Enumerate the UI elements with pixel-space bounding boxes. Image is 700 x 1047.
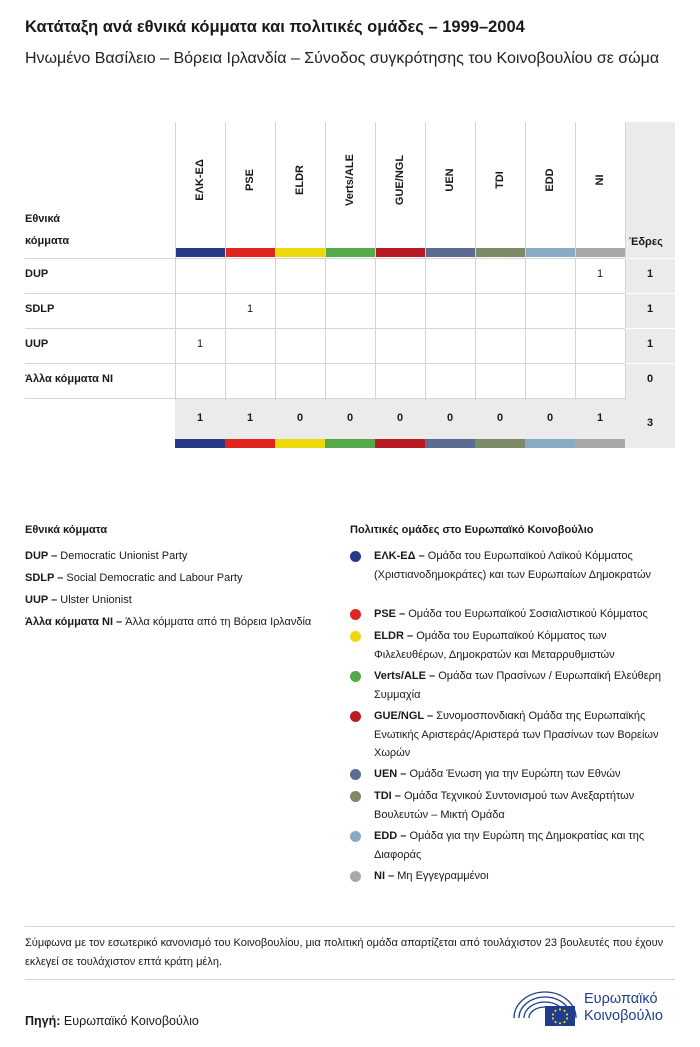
group-color-strip bbox=[475, 439, 525, 448]
logo-text bbox=[584, 991, 663, 1025]
row-header-line1: Εθνικά bbox=[25, 213, 60, 225]
grid-vline bbox=[525, 122, 526, 400]
divider bbox=[25, 979, 675, 980]
legend-abbr: TDI – bbox=[374, 790, 401, 802]
column-total: 1 bbox=[596, 412, 604, 424]
legend-abbr: UEN – bbox=[374, 768, 407, 780]
legend-name: Ομάδα του Ευρωπαϊκού Κόμματος των Φιλελευθέρων, Δημοκρατών και Μεταρρυθμιστών bbox=[374, 630, 615, 661]
table-row-label: UUP bbox=[25, 338, 49, 350]
legend-abbr: EDD – bbox=[374, 830, 407, 842]
column-total: 0 bbox=[546, 412, 554, 424]
seats-column-bg bbox=[625, 122, 675, 448]
legend-abbr: Άλλα κόμματα NI – bbox=[25, 616, 123, 628]
ep-logo bbox=[512, 988, 677, 1030]
column-header-gue-ngl bbox=[375, 122, 425, 248]
group-legend-item bbox=[374, 765, 679, 784]
group-color-strip bbox=[225, 248, 275, 257]
divider bbox=[25, 926, 675, 927]
column-header-ελκ-εδ bbox=[175, 122, 225, 248]
group-legend-item bbox=[374, 827, 679, 864]
column-header-label: PSE bbox=[244, 168, 256, 192]
column-header-label: UEN bbox=[444, 168, 456, 192]
column-header-eldr bbox=[275, 122, 325, 248]
grid-vline bbox=[175, 122, 176, 400]
national-legend-item bbox=[25, 613, 315, 631]
page-title: Κατάταξη ανά εθνικά κόμματα και πολιτικές ομάδες – 1999–2004 bbox=[25, 18, 525, 36]
group-color-strip bbox=[525, 439, 575, 448]
legend-name: Συνομοσπονδιακή Ομάδα της Ευρωπαϊκής Ενωτικής Αριστεράς/Αριστερά των Πρασίνων των Βορείων Χωρών bbox=[374, 710, 659, 759]
column-header-label: ELDR bbox=[294, 165, 306, 195]
row-seats: 1 bbox=[646, 268, 654, 280]
group-legend-item bbox=[374, 667, 679, 704]
group-legend-title: Πολιτικές ομάδες στο Ευρωπαϊκό Κοινοβούλιο bbox=[350, 524, 594, 536]
legend-abbr: NI – bbox=[374, 870, 395, 882]
column-header-label: ΕΛΚ-ΕΔ bbox=[194, 159, 206, 201]
group-color-strip bbox=[425, 439, 475, 448]
column-header-label: NI bbox=[594, 174, 606, 186]
column-header-label: EDD bbox=[544, 168, 556, 192]
table-cell: 1 bbox=[196, 338, 204, 350]
group-color-strip bbox=[575, 439, 625, 448]
row-seats: 1 bbox=[646, 303, 654, 315]
column-total: 0 bbox=[346, 412, 354, 424]
grid-hline bbox=[625, 363, 675, 364]
group-legend-item bbox=[374, 787, 679, 824]
grid-hline bbox=[25, 293, 625, 294]
group-legend-item bbox=[374, 707, 679, 763]
group-color-strip bbox=[425, 248, 475, 257]
column-header-pse bbox=[225, 122, 275, 248]
column-header-label: TDI bbox=[494, 171, 506, 189]
national-legend-item bbox=[25, 547, 315, 565]
group-color-dot bbox=[350, 769, 361, 780]
legend-abbr: UUP – bbox=[25, 594, 58, 606]
legend-abbr: ΕΛΚ-ΕΔ – bbox=[374, 550, 425, 562]
grid-vline bbox=[325, 122, 326, 400]
grid-hline bbox=[625, 258, 675, 259]
group-color-strip bbox=[175, 248, 225, 257]
grid-hline bbox=[625, 328, 675, 329]
column-header-ni bbox=[575, 122, 625, 248]
row-seats: 1 bbox=[646, 338, 654, 350]
footnote: Σύμφωνα με τον εσωτερικό κανονισμό του Κοινοβουλίου, μια πολιτική ομάδα απαρτίζεται από τουλάχιστον 23 βουλευτές που έχουν εκλεγεί σε τουλάχιστον επτά κράτη μέλη. bbox=[25, 937, 664, 968]
grid-hline bbox=[25, 258, 625, 259]
group-color-dot bbox=[350, 609, 361, 620]
row-header-line2: κόμματα bbox=[25, 235, 70, 247]
national-legend-item bbox=[25, 569, 315, 587]
page-subtitle: Ηνωμένο Βασίλειο – Βόρεια Ιρλανδία – Σύνοδος συγκρότησης του Κοινοβουλίου σε σώμα bbox=[25, 50, 660, 67]
group-color-strip bbox=[375, 248, 425, 257]
seats-table bbox=[25, 122, 675, 452]
logo-line1: Ευρωπαϊκό bbox=[584, 991, 658, 1007]
column-total: 0 bbox=[496, 412, 504, 424]
column-total: 0 bbox=[296, 412, 304, 424]
legend-name: Ομάδα των Πρασίνων / Ευρωπαϊκή Ελεύθερη Συμμαχία bbox=[374, 670, 661, 701]
legend-name: Μη Εγγεγραμμένοι bbox=[397, 870, 489, 882]
legend-name: Ομάδα Τεχνικού Συντονισμού των Ανεξαρτήτων Βουλευτών – Μικτή Ομάδα bbox=[374, 790, 635, 821]
column-header-verts-ale bbox=[325, 122, 375, 248]
group-color-dot bbox=[350, 871, 361, 882]
grid-hline bbox=[25, 363, 625, 364]
parliament-logo-icon bbox=[512, 988, 578, 1028]
group-legend-item bbox=[374, 627, 679, 664]
group-color-strip bbox=[325, 248, 375, 257]
group-color-strip bbox=[225, 439, 275, 448]
group-color-dot bbox=[350, 831, 361, 842]
group-color-strip bbox=[375, 439, 425, 448]
legend-name: Άλλα κόμματα από τη Βόρεια Ιρλανδία bbox=[125, 616, 312, 628]
grid-vline bbox=[625, 122, 626, 400]
row-seats: 0 bbox=[646, 373, 654, 385]
source-value: Ευρωπαϊκό Κοινοβούλιο bbox=[63, 1014, 199, 1028]
grid-hline bbox=[625, 293, 675, 294]
grid-vline bbox=[225, 122, 226, 400]
seats-header: Έδρες bbox=[629, 236, 663, 248]
group-color-strip bbox=[175, 439, 225, 448]
grid-vline bbox=[575, 122, 576, 400]
table-row-label: DUP bbox=[25, 268, 49, 280]
group-color-strip bbox=[575, 248, 625, 257]
group-color-strip bbox=[275, 439, 325, 448]
legend-abbr: PSE – bbox=[374, 608, 406, 620]
table-row-label: SDLP bbox=[25, 303, 55, 315]
group-color-dot bbox=[350, 671, 361, 682]
legend-name: Ulster Unionist bbox=[60, 594, 132, 606]
column-total: 1 bbox=[196, 412, 204, 424]
table-cell: 1 bbox=[596, 268, 604, 280]
column-header-label: GUE/NGL bbox=[394, 154, 406, 206]
grid-vline bbox=[425, 122, 426, 400]
legend-name: Democratic Unionist Party bbox=[60, 550, 188, 562]
group-color-strip bbox=[475, 248, 525, 257]
column-header-label: Verts/ALE bbox=[344, 154, 356, 206]
group-color-strip bbox=[275, 248, 325, 257]
grid-hline bbox=[25, 398, 625, 399]
group-color-dot bbox=[350, 791, 361, 802]
legend-name: Ομάδα για την Ευρώπη της Δημοκρατίας και της Διαφοράς bbox=[374, 830, 645, 861]
group-color-dot bbox=[350, 551, 361, 562]
column-total: 0 bbox=[396, 412, 404, 424]
legend-abbr: SDLP – bbox=[25, 572, 64, 584]
legend-name: Ομάδα Ένωση για την Ευρώπη των Εθνών bbox=[409, 768, 621, 780]
source-line bbox=[25, 1014, 199, 1028]
source-label: Πηγή: bbox=[25, 1014, 61, 1028]
group-color-strip bbox=[525, 248, 575, 257]
row-header bbox=[25, 208, 69, 252]
column-total: 0 bbox=[446, 412, 454, 424]
legend-name: Ομάδα του Ευρωπαϊκού Σοσιαλιστικού Κόμματος bbox=[408, 608, 648, 620]
legend-abbr: Verts/ALE – bbox=[374, 670, 436, 682]
logo-line2: Κοινοβούλιο bbox=[584, 1008, 663, 1024]
group-color-dot bbox=[350, 711, 361, 722]
legend-abbr: DUP – bbox=[25, 550, 58, 562]
legend-name: Social Democratic and Labour Party bbox=[66, 572, 243, 584]
grid-vline bbox=[375, 122, 376, 400]
group-legend-item bbox=[374, 547, 679, 584]
group-color-dot bbox=[350, 631, 361, 642]
total-seats: 3 bbox=[646, 417, 654, 429]
grid-vline bbox=[475, 122, 476, 400]
column-header-edd bbox=[525, 122, 575, 248]
national-legend-title: Εθνικά κόμματα bbox=[25, 524, 108, 536]
column-total: 1 bbox=[246, 412, 254, 424]
column-header-tdi bbox=[475, 122, 525, 248]
group-color-strip bbox=[325, 439, 375, 448]
national-legend-item bbox=[25, 591, 315, 609]
table-row-label: Άλλα κόμματα NI bbox=[25, 373, 113, 385]
table-cell: 1 bbox=[246, 303, 254, 315]
legend-name: Ομάδα του Ευρωπαϊκού Λαϊκού Κόμματος (Χριστιανοδημοκράτες) και των Ευρωπαίων Δημοκρατών bbox=[374, 550, 652, 581]
grid-vline bbox=[275, 122, 276, 400]
group-legend-item bbox=[374, 605, 679, 624]
column-header-uen bbox=[425, 122, 475, 248]
grid-hline bbox=[25, 328, 625, 329]
legend-abbr: GUE/NGL – bbox=[374, 710, 434, 722]
group-legend-item bbox=[374, 867, 679, 886]
legend-abbr: ELDR – bbox=[374, 630, 414, 642]
